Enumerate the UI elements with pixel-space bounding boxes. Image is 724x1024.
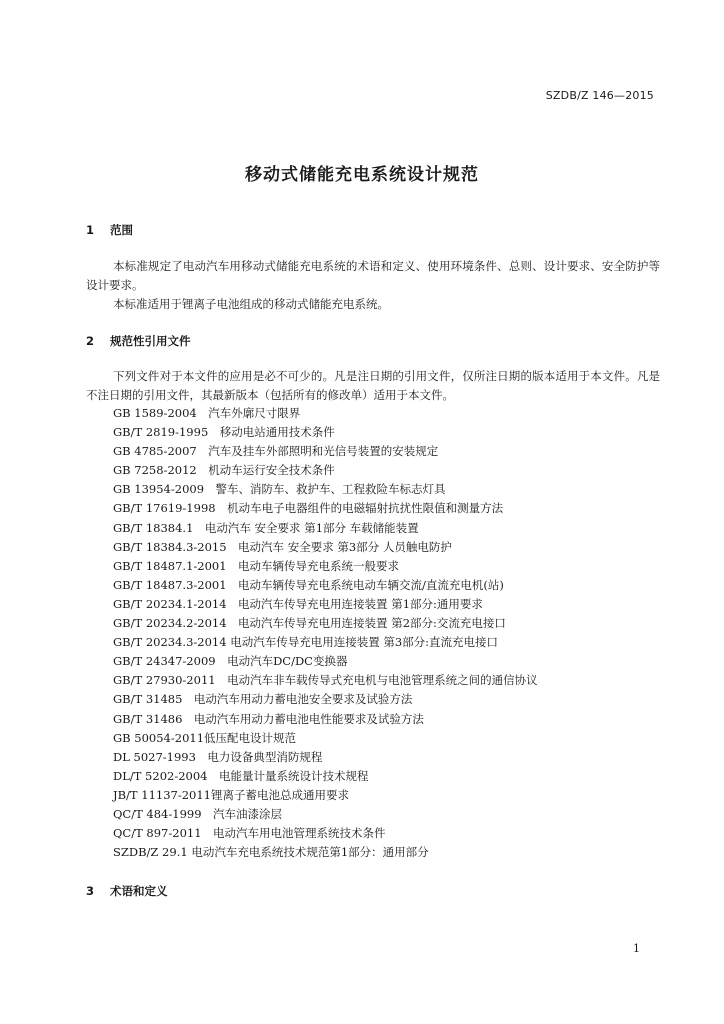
reference-item: GB 13954-2009 警车、消防车、救护车、工程救险车标志灯具 — [113, 482, 446, 497]
document-code: SZDB/Z 146—2015 — [545, 89, 654, 102]
section-heading-terms-definitions — [86, 883, 168, 899]
section-heading-scope — [86, 222, 133, 238]
reference-item: DL 5027-1993 电力设备典型消防规程 — [113, 749, 323, 764]
reference-list — [113, 404, 538, 862]
reference-item: GB 1589-2004 汽车外廓尺寸限界 — [113, 406, 301, 420]
reference-item: GB/T 18384.3-2015 电动汽车 安全要求 第3部分 人员触电防护 — [113, 539, 452, 554]
section-number: 2 — [86, 334, 95, 348]
page-number: 1 — [633, 942, 640, 955]
reference-item: GB/T 17619-1998 机动车电子电器组件的电磁辐射抗扰性限值和测量方法 — [113, 501, 504, 516]
reference-item: GB/T 20234.3-2014 电动汽车传导充电用连接装置 第3部分:直流充电接口 — [113, 635, 499, 650]
reference-item: GB/T 31485 电动汽车用动力蓄电池安全要求及试验方法 — [113, 692, 413, 707]
reference-item: QC/T 484-1999 汽车油漆涂层 — [113, 806, 283, 821]
reference-item: GB/T 18384.1 电动汽车 安全要求 第1部分 车载储能装置 — [113, 520, 419, 535]
reference-item: GB/T 27930-2011 电动汽车非车载传导式充电机与电池管理系统之间的通信协议 — [113, 673, 538, 688]
page-title: 移动式储能充电系统设计规范 — [245, 165, 479, 185]
reference-item: GB 7258-2012 机动车运行安全技术条件 — [113, 463, 335, 478]
section-heading-normative-references — [86, 333, 191, 349]
reference-item: GB 50054-2011低压配电设计规范 — [113, 730, 297, 745]
reference-item: GB/T 20234.1-2014 电动汽车传导充电用连接装置 第1部分:通用要求 — [113, 596, 483, 611]
section-title: 范围 — [110, 223, 134, 237]
reference-item: GB/T 18487.1-2001 电动车辆传导充电系统一般要求 — [113, 558, 400, 573]
reference-item: GB 4785-2007 汽车及挂车外部照明和光信号装置的安装规定 — [113, 444, 439, 459]
scope-paragraph-2: 本标准适用于锂离子电池组成的移动式储能充电系统。 — [113, 297, 389, 311]
section-number: 1 — [86, 223, 95, 237]
reference-item: GB/T 24347-2009 电动汽车DC/DC变换器 — [113, 654, 348, 669]
reference-item: SZDB/Z 29.1 电动汽车充电系统技术规范第1部分：通用部分 — [113, 845, 429, 860]
reference-item: QC/T 897-2011 电动汽车用电池管理系统技术条件 — [113, 826, 386, 841]
reference-item: GB/T 18487.3-2001 电动车辆传导充电系统电动车辆交流/直流充电机(站) — [113, 577, 504, 592]
reference-item: GB/T 20234.2-2014 电动汽车传导充电用连接装置 第2部分:交流充电接口 — [113, 616, 506, 631]
reference-item: GB/T 31486 电动汽车用动力蓄电池电性能要求及试验方法 — [113, 711, 424, 726]
section-number: 3 — [86, 884, 95, 898]
references-intro-paragraph: 下列文件对于本文件的应用是必不可少的。凡是注日期的引用文件，仅所注日期的版本适用于本文件。凡是不注日期的引用文件，其最新版本（包括所有的修改单）适用于本文件。 — [86, 369, 660, 402]
section-title: 术语和定义 — [110, 884, 168, 898]
reference-item: JB/T 11137-2011锂离子蓄电池总成通用要求 — [113, 787, 349, 802]
reference-item: DL/T 5202-2004 电能量计量系统设计技术规程 — [113, 768, 369, 783]
section-title: 规范性引用文件 — [110, 334, 191, 348]
reference-item: GB/T 2819-1995 移动电站通用技术条件 — [113, 425, 335, 440]
scope-paragraph-1: 本标准规定了电动汽车用移动式储能充电系统的术语和定义、使用环境条件、总则、设计要求、安全防护等设计要求。 — [86, 259, 660, 292]
